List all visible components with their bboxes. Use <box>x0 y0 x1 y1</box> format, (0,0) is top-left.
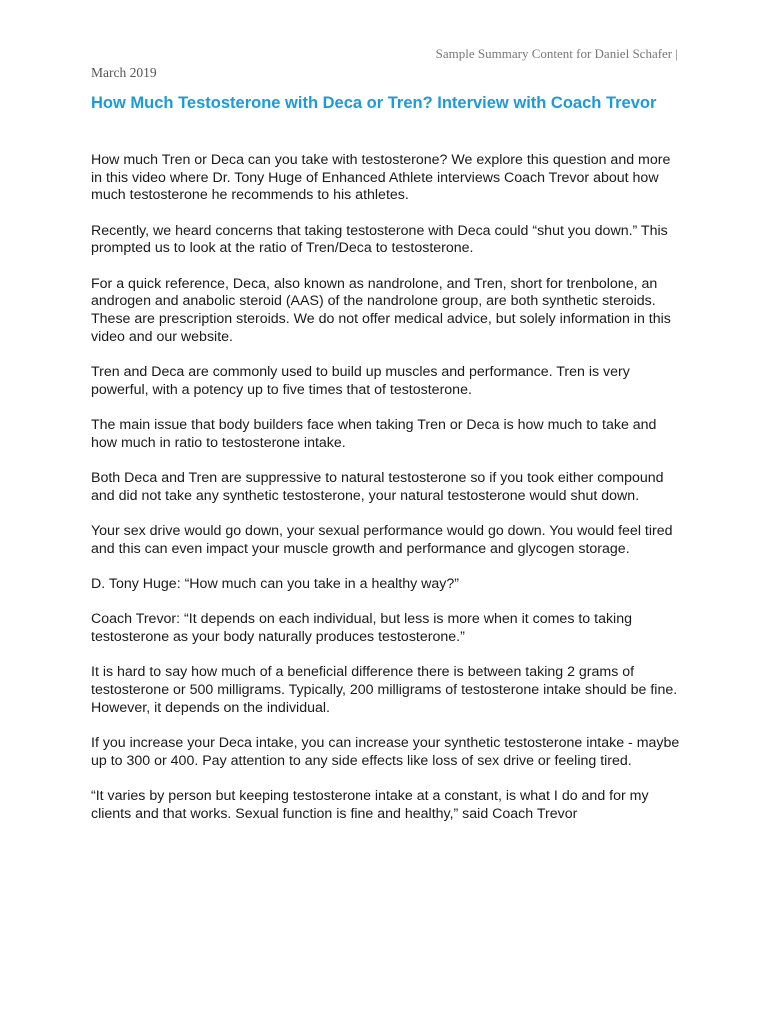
paragraph: “It varies by person but keeping testosterone intake at a constant, is what I do and for my clients and that works. Sexual function is fine and healthy,” said Coach Trevor <box>91 788 649 822</box>
paragraph: For a quick reference, Deca, also known as nandrolone, and Tren, short for trenbolone, an androgen and anabolic steroid (AAS) of the nandrolone group, are both synthetic steroids. These are prescription steroids. We do not offer medical advice, but solely information in this video and our website. <box>91 275 671 345</box>
paragraph: Tren and Deca are commonly used to build up muscles and performance. Tren is very powerful, with a potency up to five times that of testosterone. <box>91 364 630 398</box>
paragraph: Recently, we heard concerns that taking testosterone with Deca could “shut you down.” This prompted us to look at the ratio of Tren/Deca to testosterone. <box>91 222 668 257</box>
paragraph: Both Deca and Tren are suppressive to natural testosterone so if you took either compound and did not take any synthetic testosterone, your natural testosterone would shut down. <box>91 470 664 504</box>
article-body <box>91 152 683 841</box>
document-date: March 2019 <box>91 65 157 80</box>
paragraph: How much Tren or Deca can you take with testosterone? We explore this question and more in this video where Dr. Tony Huge of Enhanced Athlete interviews Coach Trevor about how much testosterone he recommends to his athletes. <box>91 152 671 204</box>
paragraph: Coach Trevor: “It depends on each individual, but less is more when it comes to taking testosterone as your body naturally produces testosterone.” <box>91 611 632 646</box>
running-header: Sample Summary Content for Daniel Schafer | <box>435 46 678 61</box>
paragraph: If you increase your Deca intake, you can increase your synthetic testosterone intake - maybe up to 300 or 400. Pay attention to any side effects like loss of sex drive or feeling tired. <box>91 735 680 769</box>
paragraph: Your sex drive would go down, your sexual performance would go down. You would feel tired and this can even impact your muscle growth and performance and glycogen storage. <box>91 523 673 557</box>
article-title: How Much Testosterone with Deca or Tren? Interview with Coach Trevor <box>91 94 657 112</box>
paragraph: D. Tony Huge: “How much can you take in a healthy way?” <box>91 576 460 593</box>
paragraph: The main issue that body builders face when taking Tren or Deca is how much to take and how much in ratio to testosterone intake. <box>91 417 657 451</box>
paragraph: It is hard to say how much of a beneficial difference there is between taking 2 grams of testosterone or 500 milligrams. Typically, 200 milligrams of testosterone intake should be fine. However, it depends on the individual. <box>91 664 678 716</box>
